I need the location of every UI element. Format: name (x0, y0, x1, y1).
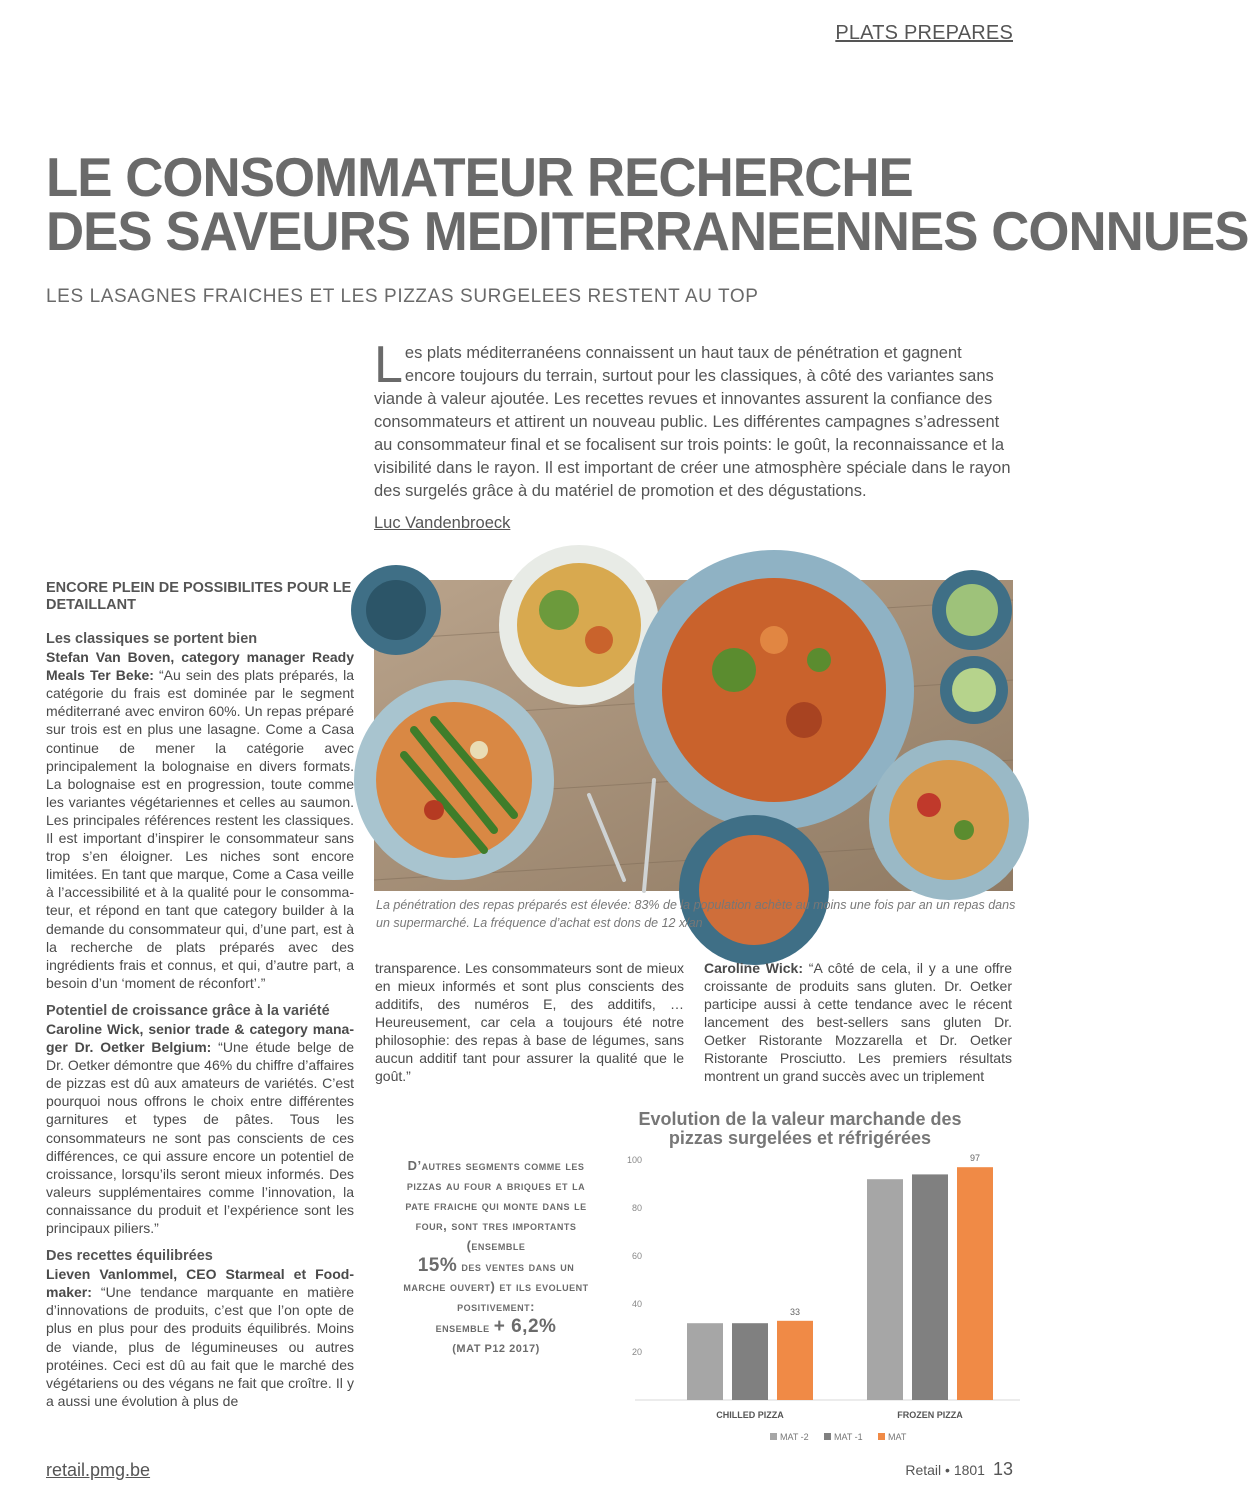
bar (957, 1167, 993, 1400)
pull-quote-figure-2: + 6,2% (493, 1316, 557, 1337)
speaker-name: Caroline Wick, senior trade & category manager Dr. Oetker Belgium: (46, 1020, 354, 1056)
pull-quote (396, 1156, 596, 1359)
footer-website-link[interactable]: retail.pmg.be (46, 1460, 151, 1480)
x-tick-label: CHILLED PIZZA (716, 1410, 784, 1420)
middle-column (375, 959, 684, 1085)
paragraph-text: “Au sein des plats préparés, la catégorie du frais est dominée par le segment méditerrané avec environ 60%. Un repas préparé sur trois est en plus une lasagne. Come a Casa continue de mener la catégorie avec principalement la bolognaise en divers formats. La bolognaise est en progression, toute comme les variantes végétariennes et celles au saumon. Les principales références restent les classiques. Il est important d’inspirer le consommateur sans trop s’en éloigner. Les niches sont encore limitées. En tant que marque, Come a Casa veille à l’accessibilité et à la qualité pour le consommateur, et répond en tant que category builder à la demande du consommateur qui, d’une part, est à la recherche de plats préparés avec des ingrédients frais et connus, et qui, d’autre part, a besoin d’un ‘moment de réconfort’.” (46, 667, 354, 991)
y-tick-label: 20 (631, 1347, 642, 1357)
bar (777, 1321, 813, 1400)
chart-title: Evolution de la valeur marchande des pizzas surgelées et réfrigérées (638, 1109, 962, 1148)
pull-quote-text-1: D’autres segments comme les pizzas au four a briques et la pate fraiche qui monte dans le four, sont tres importants (ensemble (405, 1158, 587, 1253)
paragraph-text: “Une tendance marquante en matière d’innovations de produits, c’est que l’on opte de plus en plus pour des produits équilibrés. Moins de viande, plus de légumineuses ou autres protéines. Ceci est dû au fait que le marché des végétariens ou des végans ne fait que croître. Il y a aussi une évolution à plus de (46, 1284, 354, 1409)
speaker-name: Lieven Vanlommel, CEO Starmeal et Foodmaker: (46, 1266, 354, 1301)
bar-chart (610, 1150, 1030, 1450)
photo-caption: La pénétration des repas préparés est élevée: 83% de la population achète au moins une fois par an un repas dans un supermarché. La fréquence d’achat est dons de 12 x/an (376, 898, 1016, 930)
paragraph-balanced (46, 1265, 354, 1410)
page-number: 13 (992, 1459, 1013, 1479)
headline-line-2: DES SAVEURS MEDITERRANEENNES CONNUES (46, 200, 1249, 262)
subheadline: LES LASAGNES FRAICHES ET LES PIZZAS SURGELEES RESTENT AU TOP (46, 286, 759, 307)
page-headline (46, 146, 1249, 262)
headline-line-1: LE CONSOMMATEUR RECHERCHE (46, 146, 913, 208)
drop-cap: L (374, 336, 403, 394)
legend-swatch (824, 1433, 831, 1440)
author-byline[interactable]: Luc Vandenbroeck (374, 514, 511, 532)
data-label: 33 (789, 1306, 801, 1317)
paragraph-classics (46, 648, 354, 992)
y-tick-label: 80 (631, 1203, 642, 1213)
pull-quote-text-3: ensemble (435, 1320, 490, 1335)
paragraph-gluten (704, 959, 1012, 1085)
legend-swatch (878, 1433, 885, 1440)
bar (732, 1323, 768, 1400)
legend-entry: MAT -1 (834, 1432, 863, 1442)
section-tag: PLATS PREPARES (835, 22, 1013, 44)
subheading-variety: Potentiel de croissance grâce à la variété (46, 1002, 330, 1019)
issue-label: Retail • 1801 (905, 1462, 985, 1478)
bar (867, 1179, 903, 1400)
pull-quote-source: (MAT P12 2017) (452, 1343, 540, 1355)
footer-issue (905, 1459, 1013, 1480)
speaker-name: Caroline Wick: (704, 960, 804, 976)
paragraph-variety (46, 1020, 354, 1237)
bar (687, 1323, 723, 1400)
right-column (704, 959, 1012, 1085)
y-tick-label: 60 (631, 1251, 642, 1261)
section-title: ENCORE PLEIN DE POSSIBILITES POUR LE DETAILLANT (46, 580, 352, 613)
y-tick-label: 100 (626, 1155, 642, 1165)
pull-quote-text-2: des ventes dans un marche ouvert) et ils evoluent positivement: (403, 1259, 589, 1314)
legend-swatch (770, 1433, 777, 1440)
bar-chart-svg (610, 1150, 1030, 1450)
speaker-name: Stefan Van Boven, category manager Ready Meals Ter Beke: (46, 649, 354, 684)
legend-entry: MAT (888, 1432, 907, 1442)
subheading-classics: Les classiques se portent bien (46, 631, 258, 647)
x-tick-label: FROZEN PIZZA (897, 1410, 963, 1420)
pull-quote-figure-1: 15% (417, 1255, 458, 1276)
paragraph-text: transparence. Les consommateurs sont de mieux en mieux informés et sont plus conscients des additifs, des numéros E, des additifs, … Heureusement, car cela a toujours été notre philosophie: des repas à base de légumes, sans aucun additif tant pour assurer la qualité que le goût.” (375, 960, 684, 1084)
intro-text: es plats méditerranéens connaissent un haut taux de pénétration et gagnent encore toujours du terrain, surtout pour les classiques, à côté des variantes sans viande à valeur ajoutée. Les recettes revues et innovantes assurent la confiance des consommateurs et attirent un nouveau public. Les différentes campagnes s’adressent au consommateur final et se focalisent sur trois points: le goût, la reconnaissance et la visibilité dans le rayon. Il est important de créer une atmosphère spéciale dans le rayon des surgelés grâce à du matériel de promotion et des dégustations. (374, 344, 1011, 500)
bar (912, 1174, 948, 1400)
left-column (46, 580, 354, 1410)
intro-paragraph (374, 336, 1014, 503)
food-photo-illustration (374, 580, 1013, 891)
paragraph-text: “Une étude belge de Dr. Oetker démontre que 46% du chiffre d’affaires de pizzas est dû aux amateurs de variétés. C’est pourquoi nous offrons le choix entre différentes garnitures et types de pâtes. Tous les consommateurs ne sont pas conscients de ces différences, ce qui assure encore un potentiel de croissance, lorsqu’ils seront mieux informés. Des valeurs supplémentaires comme l’innovation, la connaissance du produit et l’expérience sont les principaux piliers.” (46, 1039, 354, 1236)
food-photo (374, 580, 1013, 891)
y-tick-label: 40 (631, 1299, 642, 1309)
subheading-balanced: Des recettes équilibrées (46, 1248, 213, 1265)
data-label: 97 (969, 1153, 981, 1164)
paragraph-text: “A côté de cela, il y a une offre croissante de produits sans gluten. Dr. Oetker participe aussi à cette tendance avec le récent lancement des best-sellers sans gluten Dr. Oetker Ristorante Mozzarella et Dr. Oetker Ristorante Prosciutto. Les premiers résultats montrent un grand succès avec un triplement (704, 960, 1012, 1084)
legend-entry: MAT -2 (780, 1432, 809, 1442)
